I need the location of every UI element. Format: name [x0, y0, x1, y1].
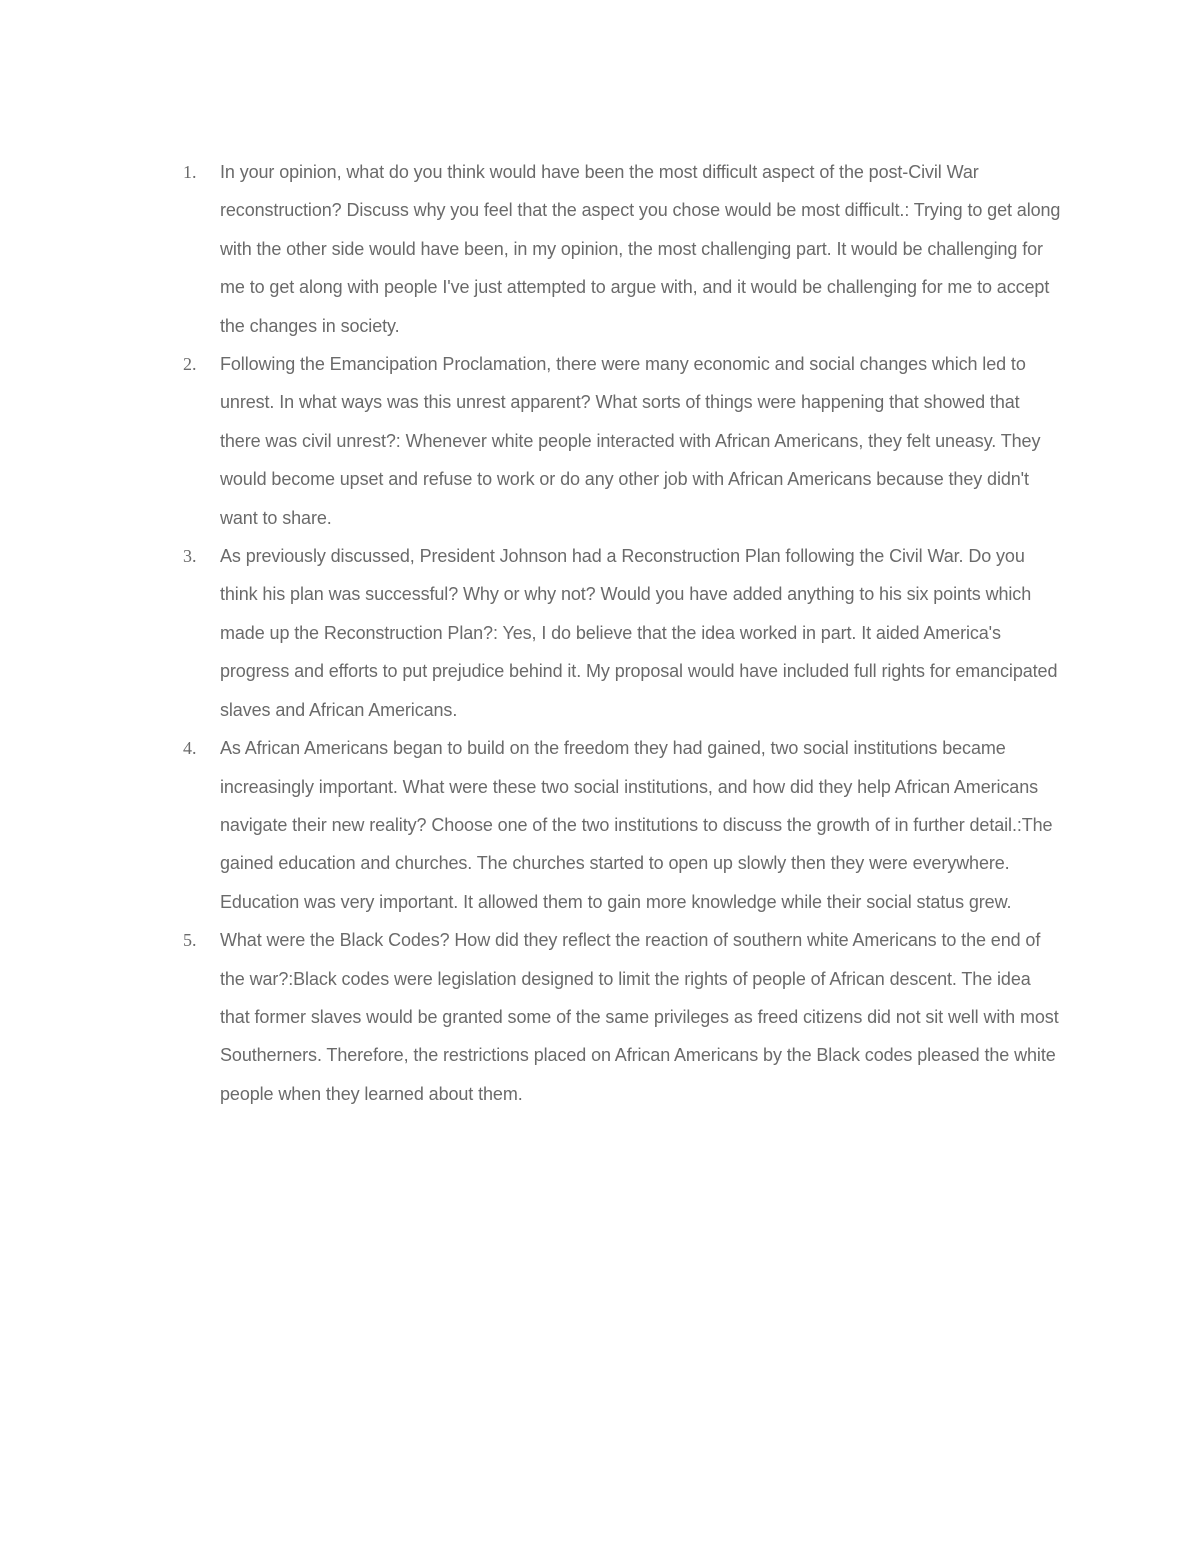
list-item-5	[183, 921, 1063, 1113]
list-item-2	[183, 345, 1063, 537]
list-item-text: As African Americans began to build on the freedom they had gained, two social institutions became increasingly important. What were these two social institutions, and how did they help African Americans navigate their new reality? Choose one of the two institutions to discuss the growth of in further detail.:The gained education and churches. The churches started to open up slowly then they were everywhere. Education was very important. It allowed them to gain more knowledge while their social status grew.	[220, 738, 1053, 912]
list-item-text: What were the Black Codes? How did they reflect the reaction of southern white Americans to the end of the war?:Black codes were legislation designed to limit the rights of people of African descent. The idea that former slaves would be granted some of the same privileges as freed citizens did not sit well with most Southerners. Therefore, the restrictions placed on African Americans by the Black codes pleased the white people when they learned about them.	[220, 930, 1059, 1104]
list-item-text: In your opinion, what do you think would have been the most difficult aspect of the post-Civil War reconstruction? Discuss why you feel that the aspect you chose would be most difficult.: Trying to get along with the other side would have been, in my opinion, the most challenging part. It would be challenging for me to get along with people I've just attempted to argue with, and it would be challenging for me to accept the changes in society.	[220, 162, 1061, 336]
list-item-text: As previously discussed, President Johnson had a Reconstruction Plan following the Civil War. Do you think his plan was successful? Why or why not? Would you have added anything to his six points which made up the Reconstruction Plan?: Yes, I do believe that the idea worked in part. It aided America's progress and efforts to put prejudice behind it. My proposal would have included full rights for emancipated slaves and African Americans.	[220, 546, 1058, 720]
list-item-4	[183, 729, 1063, 921]
list-item-number: 5.	[183, 930, 197, 951]
list-item-number: 1.	[183, 162, 197, 182]
list-item-3	[183, 537, 1063, 729]
list-item-number: 3.	[183, 546, 197, 567]
list-item-number: 2.	[183, 354, 197, 375]
list-item-text: Following the Emancipation Proclamation, there were many economic and social changes which led to unrest. In what ways was this unrest apparent? What sorts of things were happening that showed that there was civil unrest?: Whenever white people interacted with African Americans, they felt uneasy. They would become upset and refuse to work or do any other job with African Americans because they didn't want to share.	[220, 354, 1041, 528]
list-item-number: 4.	[183, 738, 197, 759]
question-answer-list	[183, 153, 1063, 1113]
list-item-1	[183, 153, 1063, 345]
